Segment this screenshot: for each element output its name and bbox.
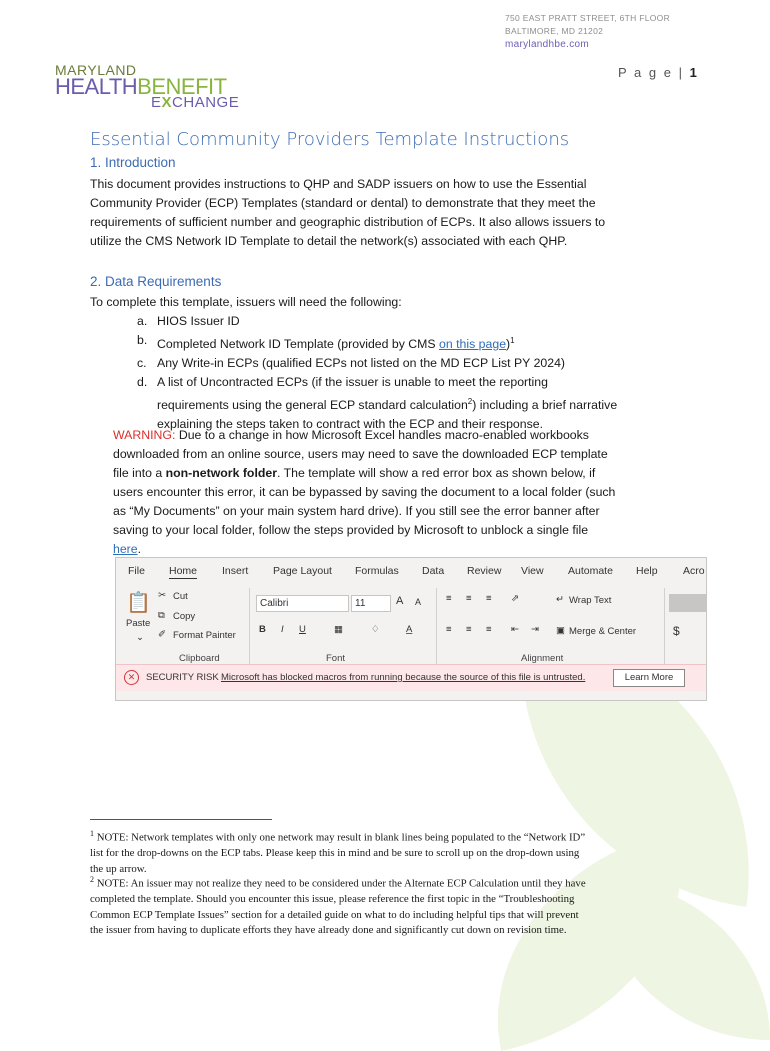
section-1-body — [90, 175, 690, 251]
list-item: c. Any Write-in ECPs (qualified ECPs not listed on the MD ECP List PY 2024) — [137, 356, 566, 371]
website-link[interactable]: marylandhbe.com — [505, 39, 589, 50]
align-middle-icon[interactable]: ≡ — [466, 593, 472, 604]
copy-icon: ⧉ — [158, 610, 165, 621]
address-line-1: 750 EAST PRATT STREET, 6TH FLOOR — [505, 13, 671, 23]
fill-color-icon[interactable]: ♢ — [371, 624, 380, 635]
page-label: P a g e | — [618, 65, 684, 80]
list-item: d. A list of Uncontracted ECPs (if the issuer is unable to meet the reporting requirements using the general ECP standard calculation$^2$) including a brief narrative explaining the steps taken to contract with the ECP and their response. — [137, 375, 618, 432]
address-line-2: BALTIMORE, MD 21202 — [505, 26, 604, 36]
wrap-text-icon: ↵ — [556, 594, 564, 605]
tab-file[interactable]: File — [128, 565, 145, 577]
font-name-select[interactable]: Calibri — [256, 595, 349, 612]
number-format-select[interactable] — [669, 594, 707, 612]
increase-font-icon[interactable]: A — [396, 595, 404, 607]
list-item: b. Completed Network ID Template (provided by CMS on this page)$^1$ — [137, 333, 515, 352]
security-risk-label: SECURITY RISK — [146, 672, 219, 683]
font-color-icon[interactable]: A — [406, 624, 413, 635]
increase-indent-icon[interactable]: ⇥ — [531, 624, 539, 635]
section-2-heading: 2. Data Requirements — [90, 274, 222, 289]
cut-button[interactable]: Cut — [173, 591, 188, 602]
mhbe-logo — [55, 62, 265, 117]
security-warning-icon: ✕ — [124, 670, 139, 685]
tab-home[interactable]: Home — [169, 565, 198, 577]
section-2-intro: To complete this template, issuers will need the following: — [90, 295, 402, 309]
security-risk-banner — [116, 664, 706, 691]
tab-acrobat[interactable]: Acro — [683, 565, 705, 577]
section-1-heading: 1. Introduction — [90, 155, 176, 170]
tab-insert[interactable]: Insert — [222, 565, 249, 577]
format-painter-icon: ✐ — [158, 629, 166, 640]
borders-icon[interactable]: ▦ — [334, 624, 343, 635]
footnote-ref-2[interactable]: 2 — [467, 397, 473, 407]
cms-page-link[interactable]: on this page — [439, 337, 507, 352]
warning-paragraph: WARNING: Due to a change in how Microsoft Excel handles macro-enabled workbooks downloaded from an online source, users may need to save the downloaded ECP template file into a non-network folder. The template will show a red error box as shown below, if users encounter this error, it can be bypassed by saving the document to a local folder (such as “My Documents” on your main system hard drive). If you still see the error banner after saving to your local folder, follow the steps provided by Microsoft to unblock a single file here. — [113, 428, 616, 556]
tab-data[interactable]: Data — [422, 565, 445, 577]
align-center-icon[interactable]: ≡ — [466, 624, 472, 635]
requirements-list — [137, 312, 697, 434]
merge-icon: ▣ — [556, 625, 565, 636]
paste-icon[interactable]: 📋 — [126, 592, 151, 614]
group-divider — [664, 588, 665, 664]
scissors-icon: ✂ — [158, 590, 166, 601]
italic-icon[interactable]: I — [281, 624, 284, 635]
section-1-line: utilize the CMS Network ID Template to detail the network(s) associated with each QHP. — [90, 234, 568, 248]
tab-formulas[interactable]: Formulas — [355, 565, 399, 577]
wrap-text-button[interactable]: Wrap Text — [569, 595, 612, 606]
footnote-2: $^2$ NOTE: An issuer may not realize they need to be considered under the Alternate ECP Calculation until they have completed the template. Should you encounter this issue, please reference the first topic in the “Troubleshooting Common ECP Template Issues” section for a detailed guide on what to do including helpful tips that will prevent the issuer from having to duplicate efforts they have already done and significantly cut down on revision time. — [90, 875, 586, 937]
warning-label: WARNING: — [113, 428, 176, 442]
tab-page-layout[interactable]: Page Layout — [273, 565, 332, 577]
underline-icon[interactable]: U — [299, 624, 306, 635]
alignment-group-label: Alignment — [521, 653, 564, 664]
orientation-icon[interactable]: ⇗ — [511, 593, 519, 604]
tab-help[interactable]: Help — [636, 565, 658, 577]
decrease-font-icon[interactable]: A — [415, 597, 422, 607]
security-risk-message[interactable]: Microsoft has blocked macros from running because the source of this file is untrusted. — [221, 672, 586, 683]
non-network-folder-emphasis: non-network folder — [165, 466, 277, 480]
decrease-indent-icon[interactable]: ⇤ — [511, 624, 519, 635]
copy-button[interactable]: Copy — [173, 611, 196, 622]
align-top-icon[interactable]: ≡ — [446, 593, 452, 604]
document-title: Essential Community Providers Template Instructions — [90, 129, 570, 150]
align-left-icon[interactable]: ≡ — [446, 624, 452, 635]
list-item: a. HIOS Issuer ID — [137, 314, 240, 328]
section-1-line: Community Provider (ECP) Templates (standard or dental) to demonstrate that they meet the — [90, 196, 596, 210]
footnote-1: $^1$ NOTE: Network templates with only one network may result in blank lines being populated to the “Network ID” list for the drop-downs on the ECP tabs. Please keep this in mind and be sure to scroll up on the drop-down using the up arrow. — [90, 829, 586, 875]
font-group-label: Font — [326, 653, 346, 664]
logo-line-3: EXCHANGE — [151, 94, 240, 111]
tab-automate[interactable]: Automate — [568, 565, 613, 577]
page-number — [618, 65, 697, 80]
bold-icon[interactable]: B — [259, 624, 266, 635]
section-1-line: requirements of sufficient number and geographic distribution of ECPs. It also allows issuers to — [90, 215, 606, 229]
currency-icon[interactable]: $ — [673, 624, 680, 638]
group-divider — [436, 588, 437, 664]
page-number-value: 1 — [689, 65, 697, 80]
merge-center-button[interactable]: Merge & Center — [569, 626, 637, 637]
ribbon-tabs — [116, 558, 706, 584]
footnote-2-number: 2 — [90, 875, 94, 884]
footnote-1-number: 1 — [90, 829, 94, 838]
clipboard-group-label: Clipboard — [179, 653, 220, 664]
footnote-ref-1[interactable]: 1 — [510, 336, 515, 345]
footnote-divider — [90, 819, 272, 820]
paste-button[interactable]: Paste — [126, 618, 151, 629]
logo-line-2: HEALTHBENEFIT — [55, 74, 227, 99]
excel-ribbon-screenshot — [115, 557, 707, 701]
logo-line-1: MARYLAND — [55, 62, 137, 78]
header-address — [505, 12, 670, 51]
microsoft-unblock-link[interactable]: here — [113, 542, 138, 556]
group-divider — [249, 588, 250, 664]
align-right-icon[interactable]: ≡ — [486, 624, 492, 635]
chevron-down-icon[interactable]: ⌄ — [136, 632, 144, 643]
section-1-line: This document provides instructions to QHP and SADP issuers on how to use the Essential — [90, 177, 587, 191]
tab-review[interactable]: Review — [467, 565, 502, 577]
format-painter-button[interactable]: Format Painter — [173, 630, 236, 641]
learn-more-button[interactable]: Learn More — [613, 669, 685, 687]
tab-view[interactable]: View — [521, 565, 544, 577]
align-bottom-icon[interactable]: ≡ — [486, 593, 492, 604]
font-size-select[interactable]: 11 — [351, 595, 391, 612]
